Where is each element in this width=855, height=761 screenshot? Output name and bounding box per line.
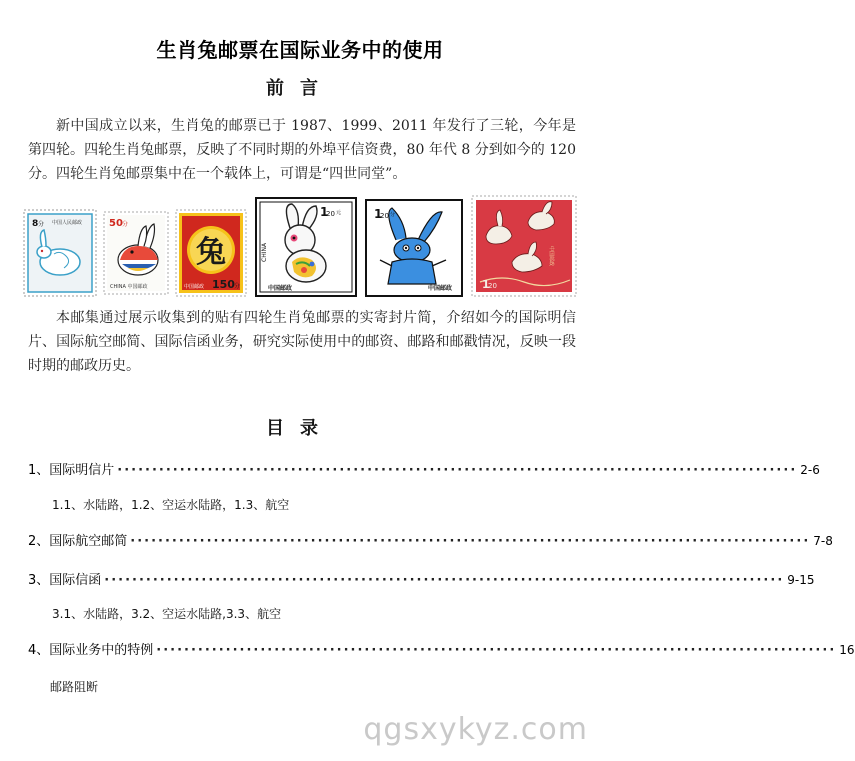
svg-text:分: 分 (38, 221, 45, 228)
svg-text:50: 50 (109, 218, 123, 229)
svg-text:分: 分 (234, 283, 241, 290)
preface-paragraph-2: 本邮集通过展示收集到的贴有四轮生肖兔邮票的实寄封片简，介绍如今的国际明信片、国际航空邮简、国际信函业务，研究实际使用中的邮资、邮路和邮戳情况，反映一段时期的邮政历史。 (28, 310, 576, 374)
toc-entry-pages: 9-15 (787, 573, 815, 587)
toc-leader-dots: ·································································································· (104, 573, 785, 588)
svg-text:中国邮政: 中国邮政 (184, 284, 205, 290)
site-watermark: qgsxykyz.com (363, 712, 588, 747)
toc-entry-4-subitems: 邮路阻断 (50, 680, 99, 694)
svg-text:8: 8 (32, 219, 39, 229)
stamp-2023-red (472, 196, 576, 296)
svg-text:1: 1 (320, 205, 329, 219)
svg-text:20: 20 (326, 210, 335, 218)
document-title: 生肖兔邮票在国际业务中的使用 (156, 38, 444, 62)
toc-entry-label: 1、国际明信片 (28, 463, 115, 478)
svg-text:兔: 兔 (196, 235, 226, 270)
svg-text:20: 20 (488, 282, 497, 290)
toc-leader-dots: ·································································································· (117, 463, 798, 478)
stamp-1999 (104, 212, 168, 294)
toc-entry-2[interactable] (28, 530, 833, 549)
stamp-row (20, 196, 580, 298)
toc-entry-1-subitems: 1.1、水陆路，1.2、空运水陆路，1.3、航空 (52, 498, 290, 512)
toc-leader-dots: ·································································································· (156, 643, 837, 658)
stamp-2023-blue (366, 200, 462, 296)
svg-text:元: 元 (336, 210, 342, 216)
stamp-2011 (256, 198, 356, 296)
toc-entry-1[interactable] (28, 459, 820, 478)
svg-text:CHINA: CHINA (261, 242, 268, 262)
svg-text:中国邮政: 中国邮政 (428, 285, 453, 292)
svg-text:1: 1 (482, 278, 490, 291)
toc-entry-pages: 2-6 (800, 463, 820, 477)
svg-text:中国邮政: 中国邮政 (548, 246, 554, 267)
toc-entry-label: 2、国际航空邮简 (28, 534, 128, 549)
svg-text:中国邮政: 中国邮政 (268, 285, 293, 292)
preface-paragraph-1: 新中国成立以来，生肖兔的邮票已于 1987、1999、2011 年发行了三轮，今年是第四轮。四轮生肖兔邮票，反映了不同时期的外埠平信资费，80 年代 8 分到如今的 120 分。四轮生肖兔邮票集中在一个载体上，可谓是“四世同堂”。 (28, 118, 576, 182)
svg-text:20: 20 (380, 212, 389, 220)
svg-text:1: 1 (374, 207, 383, 221)
preface-heading: 前言 (266, 78, 334, 99)
toc-entry-4[interactable] (28, 639, 855, 658)
toc-entry-3-subitems: 3.1、水陆路，3.2、空运水陆路,3.3、航空 (52, 607, 282, 621)
svg-text:中国人民邮政: 中国人民邮政 (52, 220, 83, 226)
toc-entry-pages: 16 (839, 643, 855, 657)
stamp-character (176, 210, 246, 296)
toc-entry-label: 4、国际业务中的特例 (28, 643, 154, 658)
toc-heading: 目录 (266, 418, 334, 439)
toc-entry-3[interactable] (28, 569, 815, 588)
svg-text:CHINA 中国邮政: CHINA 中国邮政 (110, 284, 148, 290)
toc-entry-label: 3、国际信函 (28, 573, 102, 588)
toc-entry-pages: 7-8 (813, 534, 833, 548)
svg-text:150: 150 (212, 278, 235, 291)
svg-text:分: 分 (122, 221, 129, 228)
svg-text:分: 分 (390, 212, 396, 218)
stamp-1987 (24, 210, 96, 296)
toc-leader-dots: ·································································································· (130, 534, 811, 549)
